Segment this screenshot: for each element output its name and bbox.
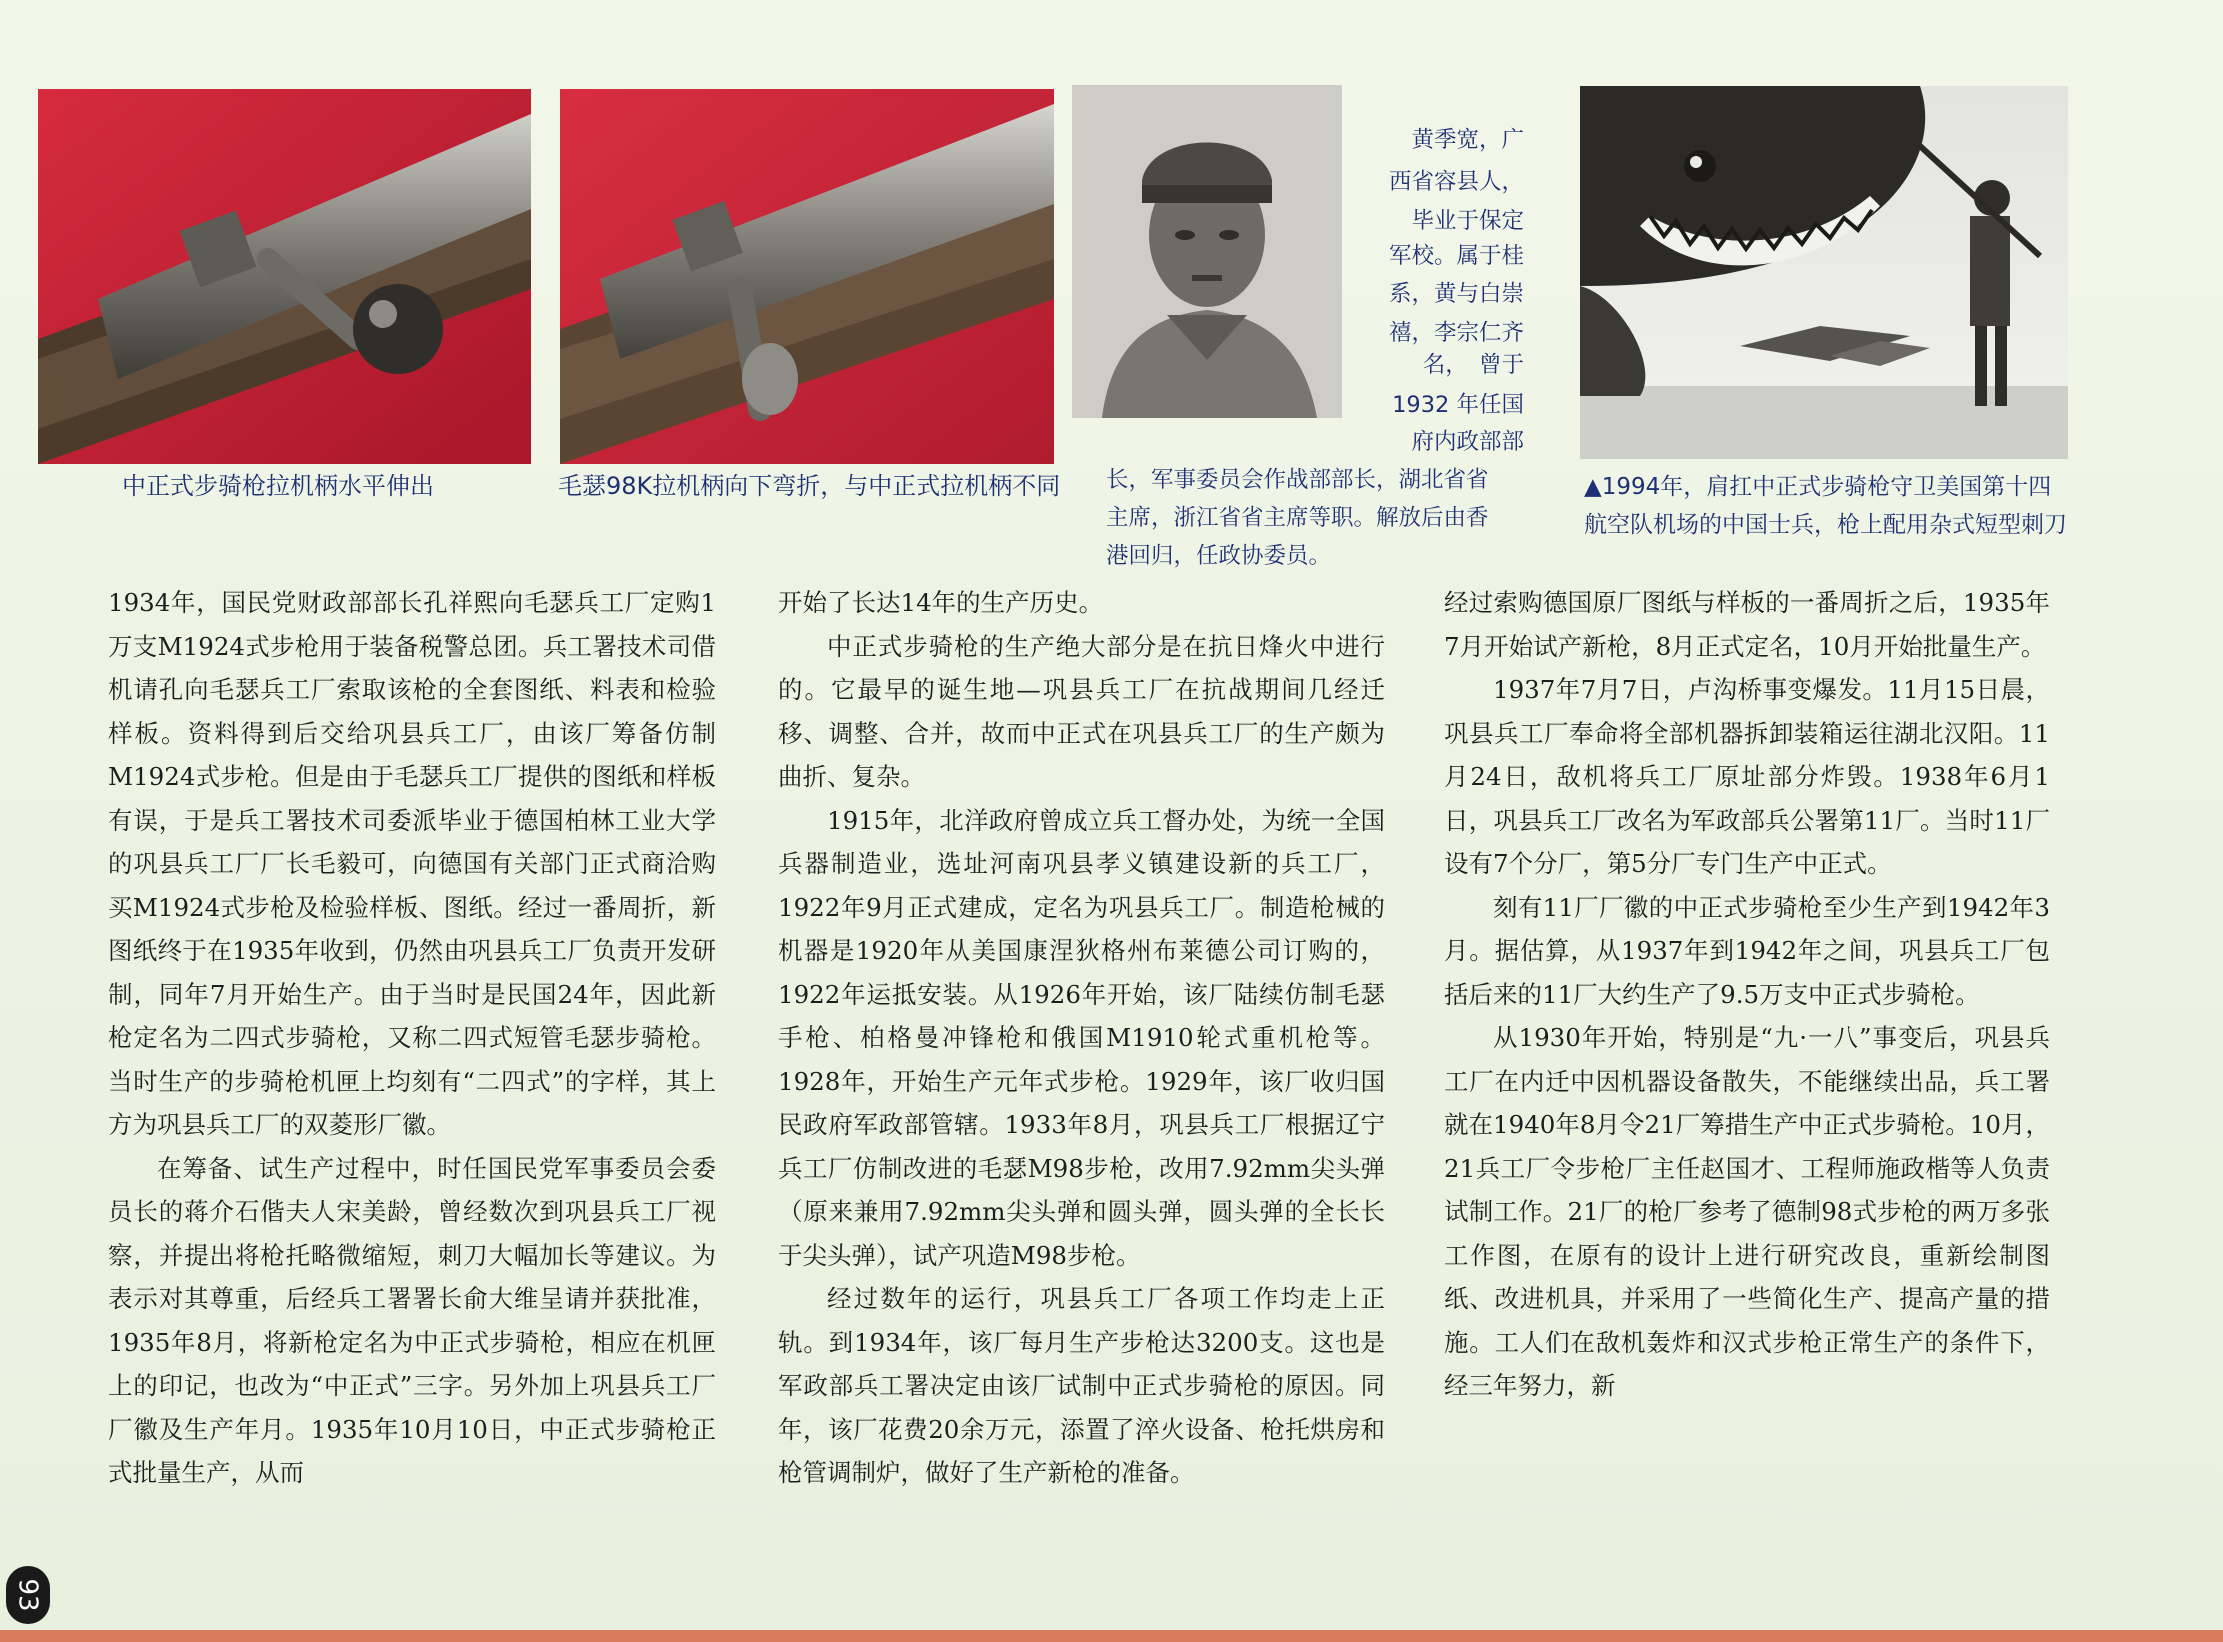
sidebar-line: 禧，李宗仁齐 xyxy=(1388,320,1524,346)
photo-huang-jikuan-portrait xyxy=(1072,85,1342,418)
paragraph: 从1930年开始，特别是“九·一八”事变后，巩县兵工厂在内迁中因机器设备散失，不能继续出品，兵工署就在1940年8月令21厂筹措生产中正式步骑枪。10月，21兵工厂令步枪厂主任赵国才、工程师施政楷等人负责试制工作。21厂的枪厂参考了德制98式步枪的两万多张工作图，在原有的设计上进行研究改良，重新绘制图纸、改进机具，并采用了一些简化生产、提高产量的措施。工人们在敌机轰炸和汉式步枪正常生产的条件下，经三年努力，新 xyxy=(1444,1023,2050,1400)
paragraph: 经过索购德国原厂图纸与样板的一番周折之后，1935年7月开始试产新枪，8月正式定名，10月开始批量生产。 xyxy=(1444,588,2050,661)
sidebar-line: 1932 年任国 xyxy=(1392,392,1524,418)
zhongzheng-bolt-image xyxy=(38,89,531,464)
sidebar-line: 主席，浙江省省主席等职。解放后由香 xyxy=(1106,505,1489,531)
photo-flying-tigers-airfield xyxy=(1580,86,2068,459)
paragraph: 经过数年的运行，巩县兵工厂各项工作均走上正轨。到1934年，该厂每月生产步枪达3200支。这也是军政部兵工署决定由该厂试制中正式步骑枪的原因。同年，该厂花费20余万元，添置了淬火设备、枪托烘房和枪管调制炉，做好了生产新枪的准备。 xyxy=(778,1284,1385,1487)
mauser-98k-bolt-image xyxy=(560,89,1054,464)
bottom-border xyxy=(0,1630,2223,1642)
paragraph: 1915年，北洋政府曾成立兵工督办处，为统一全国兵器制造业，选址河南巩县孝义镇建设新的兵工厂，1922年9月正式建成，定名为巩县兵工厂。制造枪械的机器是1920年从美国康涅狄格州布莱德公司订购的，1922年运抵安装。从1926年开始，该厂陆续仿制毛瑟手枪、柏格曼冲锋枪和俄国M1910轮式重机枪等。1928年，开始生产元年式步枪。1929年，该厂收归国民政府军政部管辖。1933年8月，巩县兵工厂根据辽宁兵工厂仿制改进的毛瑟M98步枪，改用7.92mm尖头弹（原来兼用7.92mm尖头弹和圆头弹，圆头弹的全长长于尖头弹），试产巩造M98步枪。 xyxy=(778,805,1385,1270)
paragraph: 开始了长达14年的生产历史。 xyxy=(778,588,1104,617)
sidebar-line: 长，军事委员会作战部部长，湖北省省 xyxy=(1106,467,1489,493)
body-column-3 xyxy=(1444,581,2050,1408)
sidebar-line: 府内政部部 xyxy=(1411,429,1524,455)
body-column-2 xyxy=(778,581,1385,1495)
photo-caption-airfield: ▲1994年，肩扛中正式步骑枪守卫美国第十四航空队机场的中国士兵，枪上配用杂式短型刺刀 xyxy=(1584,474,2067,538)
sidebar-line: 名， 曾于 xyxy=(1422,352,1524,378)
paragraph: 1937年7月7日，卢沟桥事变爆发。11月15日晨，巩县兵工厂奉命将全部机器拆卸装箱运往湖北汉阳。11月24日，敌机将兵工厂原址部分炸毁。1938年6月1日，巩县兵工厂改名为军政部兵公署第11厂。当时11厂设有7个分厂，第5分厂专门生产中正式。 xyxy=(1444,675,2050,878)
sidebar-line: 港回归，任政协委员。 xyxy=(1106,543,1332,569)
sidebar-line: 西省容县人， xyxy=(1388,169,1524,195)
paragraph: 中正式步骑枪的生产绝大部分是在抗日烽火中进行的。它最早的诞生地—巩县兵工厂在抗战期间几经迁移、调整、合并，故而中正式在巩县兵工厂的生产颇为曲折、复杂。 xyxy=(778,631,1385,791)
sidebar-line: 系，黄与白崇 xyxy=(1388,281,1524,307)
paragraph: 1934年，国民党财政部部长孔祥熙向毛瑟兵工厂定购1万支M1924式步枪用于装备税警总团。兵工署技术司借机请孔向毛瑟兵工厂索取该枪的全套图纸、料表和检验样板。资料得到后交给巩县兵工厂，由该厂筹备仿制M1924式步枪。但是由于毛瑟兵工厂提供的图纸和样板有误，于是兵工署技术司委派毕业于德国柏林工业大学的巩县兵工厂厂长毛毅可，向德国有关部门正式商洽购买M1924式步枪及检验样板、图纸。经过一番周折，新图纸终于在1935年收到，仍然由巩县兵工厂负责开发研制，同年7月开始生产。由于当时是民国24年，因此新枪定名为二四式步骑枪，又称二四式短管毛瑟步骑枪。当时生产的步骑枪机匣上均刻有“二四式”的字样，其上方为巩县兵工厂的双菱形厂徽。 xyxy=(108,588,716,1139)
page-number-text: 93 xyxy=(13,1578,43,1612)
sidebar-line: 毕业于保定 xyxy=(1411,208,1524,234)
photo-zhongzheng-bolt xyxy=(38,89,531,464)
body-column-1 xyxy=(108,581,716,1495)
photo-mauser-98k-bolt xyxy=(560,89,1054,464)
sidebar-line: 军校。属于桂 xyxy=(1388,243,1524,269)
airfield-image xyxy=(1580,86,2068,459)
photo-caption-zhongzheng: 中正式步骑枪拉机柄水平伸出 xyxy=(122,472,434,500)
page-number xyxy=(6,1566,50,1624)
portrait-image xyxy=(1072,85,1342,418)
paragraph: 在筹备、试生产过程中，时任国民党军事委员会委员长的蒋介石偕夫人宋美龄，曾经数次到巩县兵工厂视察，并提出将枪托略微缩短，刺刀大幅加长等建议。为表示对其尊重，后经兵工署署长俞大维呈请并获批准，1935年8月，将新枪定名为中正式步骑枪，相应在机匣上的印记，也改为“中正式”三字。另外加上巩县兵工厂厂徽及生产年月。1935年10月10日，中正式步骑枪正式批量生产，从而 xyxy=(108,1153,716,1487)
photo-caption-mauser-98k: 毛瑟98K拉机柄向下弯折，与中正式拉机柄不同 xyxy=(558,472,1061,500)
sidebar-line: 黄季宽，广 xyxy=(1411,127,1524,153)
paragraph: 刻有11厂厂徽的中正式步骑枪至少生产到1942年3月。据估算，从1937年到1942年之间，巩县兵工厂包括后来的11厂大约生产了9.5万支中正式步骑枪。 xyxy=(1444,892,2050,1009)
